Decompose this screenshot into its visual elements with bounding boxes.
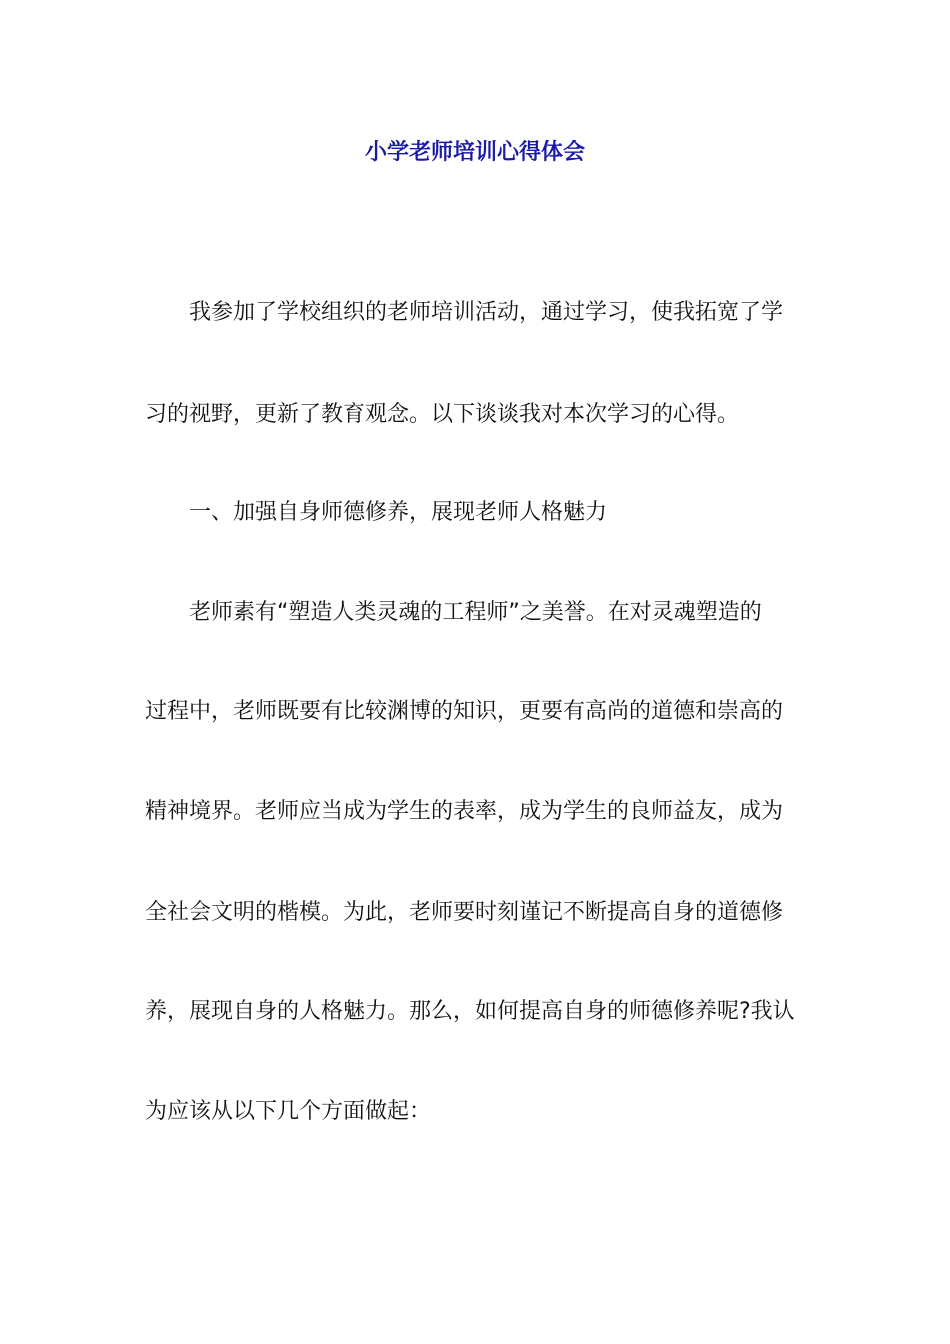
paragraph-line: 精神境界。老师应当成为学生的表率，成为学生的良师益友，成为 [145,799,784,824]
paragraph-line: 我参加了学校组织的老师培训活动，通过学习，使我拓宽了学 [189,300,784,325]
document-title: 小学老师培训心得体会 [364,140,585,165]
section-heading: 一、加强自身师德修养，展现老师人格魅力 [189,500,608,525]
paragraph-line: 习的视野，更新了教育观念。以下谈谈我对本次学习的心得。 [145,402,740,427]
paragraph-line: 为应该从以下几个方面做起： [145,1099,432,1124]
paragraph-line: 老师素有“塑造人类灵魂的工程师”之美誉。在对灵魂塑造的 [189,600,762,625]
paragraph-line: 全社会文明的楷模。为此，老师要时刻谨记不断提高自身的道德修 [145,900,784,925]
paragraph-line: 养，展现自身的人格魅力。那么，如何提高自身的师德修养呢?我认 [145,999,795,1024]
paragraph-line: 过程中，老师既要有比较渊博的知识，更要有高尚的道德和崇高的 [145,699,784,724]
